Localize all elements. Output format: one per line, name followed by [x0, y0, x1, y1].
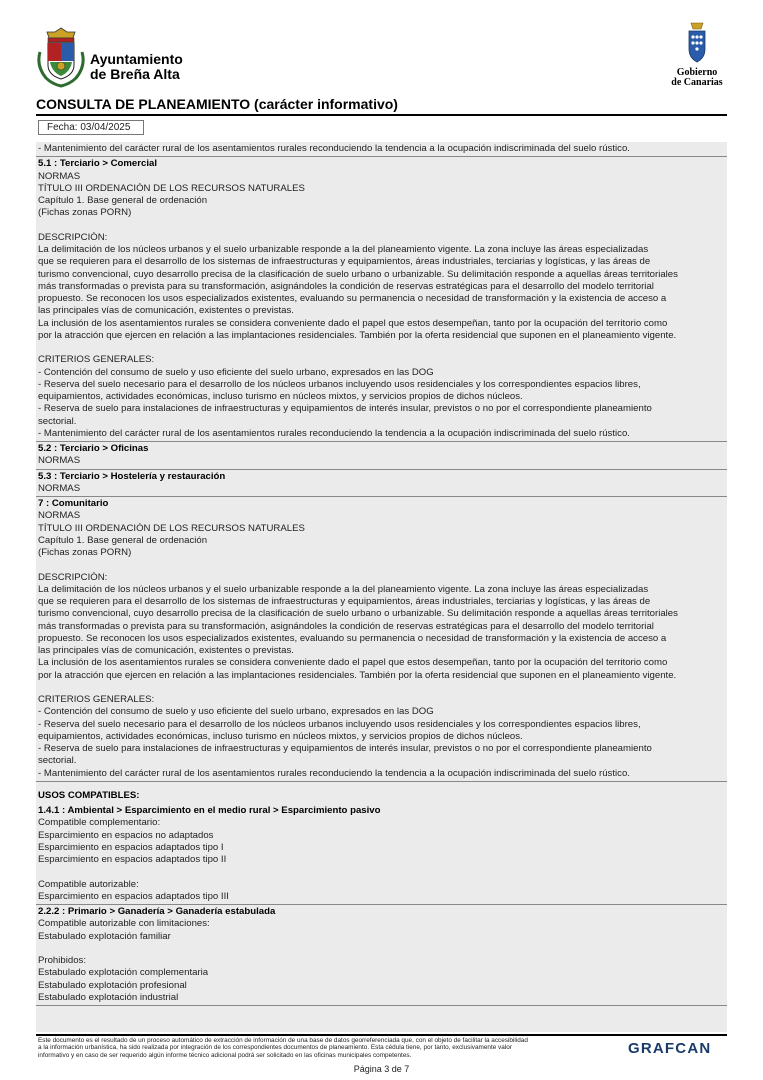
gobierno-canarias-name — [668, 68, 726, 88]
section-line: sectorial. — [38, 755, 77, 767]
section-block — [36, 442, 727, 470]
section-line: DESCRIPCIÓN: — [38, 231, 108, 243]
section-line: DESCRIPCIÓN: — [38, 571, 108, 583]
section-line: Estabulado explotación familiar — [38, 930, 171, 942]
section-line: Compatible complementario: — [38, 817, 161, 829]
section-line: - Mantenimiento del carácter rural de los asentamientos rurales reconduciendo la tendencia a la ocupación indiscriminada del suelo rústico. — [38, 427, 630, 439]
section-line: TÍTULO III ORDENACIÓN DE LOS RECURSOS NATURALES — [38, 182, 305, 194]
section-block — [36, 905, 727, 1006]
page-number: Página 3 de 7 — [353, 1064, 410, 1074]
section-heading: 5.2 : Terciario > Oficinas — [38, 443, 149, 454]
section-line: Prohibidos: — [38, 955, 86, 966]
section-block — [36, 142, 727, 157]
section-line: - Reserva de suelo para instalaciones de infraestructuras y equipamientos de interés insular, previstos o no por el correspondiente planeamiento — [38, 743, 652, 754]
section-line: - Mantenimiento del carácter rural de los asentamientos rurales reconduciendo la tendencia a la ocupación indiscriminada del suelo rústico. — [38, 143, 630, 154]
municipal-coat-of-arms-icon — [36, 26, 86, 88]
section-line: Esparcimiento en espacios adaptados tipo III — [38, 890, 229, 902]
section-line: CRITERIOS GENERALES: — [38, 694, 155, 705]
section-line: NORMAS — [38, 482, 81, 494]
section-line: equipamientos, actividades económicas, incluso turismo en núcleos mixtos, y servicios propios de dichos núcleos. — [38, 391, 523, 402]
blank-line — [38, 943, 725, 955]
section-block — [36, 804, 727, 905]
footer-rule — [36, 1034, 727, 1036]
usos-compatibles-heading: USOS COMPATIBLES: — [38, 789, 140, 801]
section-line: turismo convencional, cuyo desarrollo precisa de la clasificación de suelo urbano o urbanizable. Su delimitación responde a aquellas áreas territoriales — [38, 608, 678, 620]
section-line: Capítulo 1. Base general de ordenación — [38, 195, 208, 206]
blank-line — [38, 342, 725, 354]
section-line: NORMAS — [38, 510, 81, 522]
section-line: - Reserva del suelo necesario para el desarrollo de los núcleos urbanos incluyendo usos residenciales y los correspondientes espacios libres, — [38, 718, 641, 730]
disclaimer-line: Este documento es el resultado de un proceso automático de extracción de información de una base de datos georreferenciada que, con el objeto de facilitar la accesibilidad — [38, 1037, 528, 1044]
blank-line — [38, 220, 725, 232]
municipality-line-2: de Breña Alta — [90, 66, 180, 82]
section-line: La delimitación de los núcleos urbanos y el suelo urbanizable responde a la del planeamiento vigente. La zona incluye las áreas especializadas — [38, 244, 649, 255]
section-block — [36, 497, 727, 782]
section-heading: 5.3 : Terciario > Hostelería y restauración — [38, 470, 226, 482]
section-line: TÍTULO III ORDENACIÓN DE LOS RECURSOS NATURALES — [38, 522, 305, 534]
section-line: - Reserva de suelo para instalaciones de infraestructuras y equipamientos de interés insular, previstos o no por el correspondiente planeamiento — [38, 403, 652, 415]
section-line: (Fichas zonas PORN) — [38, 207, 132, 219]
gov-line-2: de Canarias — [671, 77, 723, 88]
sections-list — [36, 142, 727, 782]
section-line: NORMAS — [38, 455, 81, 467]
page-title: CONSULTA DE PLANEAMIENTO (carácter informativo) — [36, 96, 398, 112]
disclaimer-line: a la información urbanística, ha sido realizada por integración de los correspondientes documentos de planeamiento. Esta cédula tiene, por tanto, exclusivamente valor — [38, 1044, 512, 1052]
section-line: Estabulado explotación industrial — [38, 991, 179, 1003]
section-block — [36, 470, 727, 498]
section-line: Esparcimiento en espacios adaptados tipo II — [38, 854, 227, 865]
section-line: CRITERIOS GENERALES: — [38, 354, 155, 366]
section-line: La delimitación de los núcleos urbanos y el suelo urbanizable responde a la del planeamiento vigente. La zona incluye las áreas especializadas — [38, 583, 649, 595]
section-line: - Contención del consumo de suelo y uso eficiente del suelo urbano, expresados en las DOG — [38, 706, 434, 718]
usos-list — [36, 804, 727, 1006]
section-line: La inclusión de los asentamientos rurales se considera conveniente dado el papel que estos desempeñan, tanto por la ocupación del territorio como — [38, 317, 668, 329]
section-heading: 7 : Comunitario — [38, 498, 109, 509]
section-line: propuesto. Se reconocen los usos especializados existentes, evaluando su permanencia o necesidad de transformación y la existencia de acceso a — [38, 293, 667, 304]
canarias-crest-icon — [686, 22, 708, 64]
section-heading: 2.2.2 : Primario > Ganadería > Ganadería estabulada — [38, 906, 276, 917]
grafcan-logo: GRAFCAN — [628, 1040, 712, 1057]
page-header — [0, 0, 763, 92]
section-line: - Reserva del suelo necesario para el desarrollo de los núcleos urbanos incluyendo usos residenciales y los correspondientes espacios libres, — [38, 378, 641, 390]
section-line: sectorial. — [38, 415, 77, 427]
gov-line-1: Gobierno — [676, 67, 718, 78]
section-line: La inclusión de los asentamientos rurales se considera conveniente dado el papel que estos desempeñan, tanto por la ocupación del territorio como — [38, 657, 668, 669]
section-line: por la atracción que ejercen en relación a las implantaciones residenciales. También por la oferta residencial que suponen en el planeamiento vigente. — [38, 329, 677, 341]
section-line: por la atracción que ejercen en relación a las implantaciones residenciales. También por la oferta residencial que suponen en el planeamiento vigente. — [38, 669, 677, 681]
section-line: las principales vías de comunicación, existentes o previstas. — [38, 305, 294, 317]
municipality-name — [90, 52, 183, 82]
section-heading: 1.4.1 : Ambiental > Esparcimiento en el medio rural > Esparcimiento pasivo — [38, 805, 381, 816]
section-line: Esparcimiento en espacios adaptados tipo I — [38, 841, 224, 853]
municipality-line-1: Ayuntamiento — [90, 51, 183, 67]
blank-line — [38, 682, 725, 694]
section-line: que se requieren para el desarrollo de los sistemas de infraestructuras y equipamientos, áreas industriales, terciarias y logísticas, y las áreas de — [38, 596, 651, 607]
section-line: Esparcimiento en espacios no adaptados — [38, 829, 214, 841]
section-line: - Mantenimiento del carácter rural de los asentamientos rurales reconduciendo la tendencia a la ocupación indiscriminada del suelo rústico. — [38, 767, 630, 779]
section-line: más transformadas o prevista para su transformación, asignándoles la condición de reservas estratégicas para el desarrollo del modelo territorial — [38, 280, 654, 292]
title-rule — [36, 114, 727, 116]
blank-line — [38, 866, 725, 878]
section-block — [36, 157, 727, 442]
section-line: Capítulo 1. Base general de ordenación — [38, 534, 208, 546]
content-area — [36, 142, 727, 1032]
section-line: NORMAS — [38, 170, 81, 182]
section-line: turismo convencional, cuyo desarrollo precisa de la clasificación de suelo urbano o urbanizable. Su delimitación responde a aquellas áreas territoriales — [38, 268, 678, 280]
blank-line — [38, 559, 725, 571]
section-line: Compatible autorizable: — [38, 878, 139, 890]
date-field: Fecha: 03/04/2025 — [38, 120, 144, 135]
section-line: propuesto. Se reconocen los usos especializados existentes, evaluando su permanencia o necesidad de transformación y la existencia de acceso a — [38, 632, 667, 644]
section-line: Compatible autorizable con limitaciones: — [38, 918, 210, 930]
section-line: Estabulado explotación profesional — [38, 979, 187, 991]
section-heading: 5.1 : Terciario > Comercial — [38, 158, 157, 170]
section-line: (Fichas zonas PORN) — [38, 547, 132, 558]
section-line: - Contención del consumo de suelo y uso eficiente del suelo urbano, expresados en las DOG — [38, 366, 434, 378]
section-line: equipamientos, actividades económicas, incluso turismo en núcleos mixtos, y servicios propios de dichos núcleos. — [38, 730, 523, 742]
footer-disclaimer — [38, 1037, 618, 1059]
section-line: más transformadas o prevista para su transformación, asignándoles la condición de reservas estratégicas para el desarrollo del modelo territorial — [38, 620, 654, 632]
section-line: las principales vías de comunicación, existentes o previstas. — [38, 645, 294, 656]
section-line: que se requieren para el desarrollo de los sistemas de infraestructuras y equipamientos, áreas industriales, terciarias y logísticas, y las áreas de — [38, 256, 651, 268]
disclaimer-line: informativo y en caso de ser requerido algún informe técnico adicional podrá ser solicitado en las oficinas municipales competentes. — [38, 1051, 412, 1059]
section-line: Estabulado explotación complementaria — [38, 967, 209, 979]
